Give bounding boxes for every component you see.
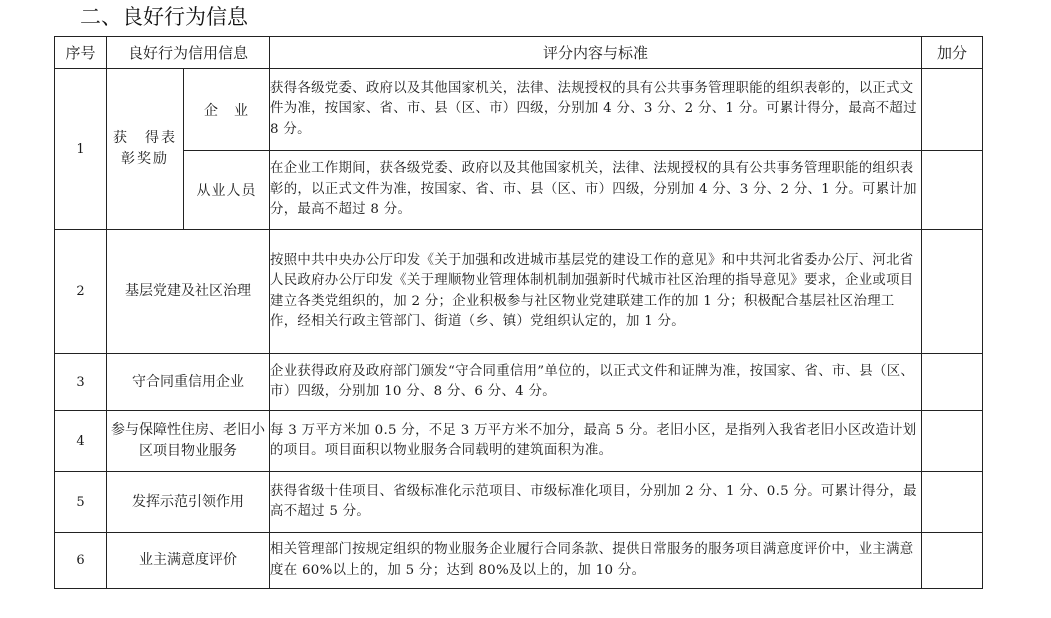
row-category: 基层党建及社区治理	[107, 230, 270, 354]
row-subcategory: 企 业	[184, 69, 270, 151]
row-number: 6	[55, 533, 107, 589]
header-criteria: 评分内容与标准	[270, 37, 922, 69]
table-row	[55, 69, 983, 151]
row-content: 企业获得政府及政府部门颁发“守合同重信用”单位的，以正式文件和证牌为准，按国家、省、市、县（区、市）四级，分别加 10 分、8 分、6 分、4 分。	[270, 354, 922, 411]
row-bonus-cell	[922, 69, 983, 151]
row-subcategory: 从业人员	[184, 151, 270, 230]
table-row	[55, 151, 983, 230]
row-bonus-cell	[922, 411, 983, 472]
row-number: 2	[55, 230, 107, 354]
row-bonus-cell	[922, 230, 983, 354]
row-bonus-cell	[922, 151, 983, 230]
table-row	[55, 411, 983, 472]
row-category: 业主满意度评价	[107, 533, 270, 589]
header-info: 良好行为信用信息	[107, 37, 270, 69]
header-number: 序号	[55, 37, 107, 69]
row-number: 4	[55, 411, 107, 472]
row-bonus-cell	[922, 533, 983, 589]
header-bonus: 加分	[922, 37, 983, 69]
row-category: 守合同重信用企业	[107, 354, 270, 411]
table-row	[55, 472, 983, 533]
table-header-row	[55, 37, 983, 69]
row-content: 在企业工作期间，获各级党委、政府以及其他国家机关，法律、法规授权的具有公共事务管理职能的组织表彰的，以正式文件为准，按国家、省、市、县（区、市）四级，分别加 4 分、3 分、2 分、1 分。可累计加分，最高不超过 8 分。	[270, 151, 922, 230]
row-bonus-cell	[922, 354, 983, 411]
row-content: 每 3 万平方米加 0.5 分，不足 3 万平方米不加分，最高 5 分。老旧小区，是指列入我省老旧小区改造计划的项目。项目面积以物业服务合同载明的建筑面积为准。	[270, 411, 922, 472]
credit-table	[54, 36, 983, 589]
row-content: 按照中共中央办公厅印发《关于加强和改进城市基层党的建设工作的意见》和中共河北省委办公厅、河北省人民政府办公厅印发《关于理顺物业管理体制机制加强新时代城市社区治理的指导意见》要求，企业或项目建立各类党组织的，加 2 分；企业积极参与社区物业党建联建工作的加 1 分；积极配合基层社区治理工作，经相关行政主管部门、街道（乡、镇）党组织认定的，加 1 分。	[270, 230, 922, 354]
row-category: 发挥示范引领作用	[107, 472, 270, 533]
row-bonus-cell	[922, 472, 983, 533]
row-category: 参与保障性住房、老旧小区项目物业服务	[107, 411, 270, 472]
table-row	[55, 354, 983, 411]
row-category: 获 得表彰奖励	[107, 69, 184, 230]
row-number: 3	[55, 354, 107, 411]
row-number: 5	[55, 472, 107, 533]
table-row	[55, 230, 983, 354]
table-row	[55, 533, 983, 589]
row-content: 获得省级十佳项目、省级标准化示范项目、市级标准化项目，分别加 2 分、1 分、0.5 分。可累计得分，最高不超过 5 分。	[270, 472, 922, 533]
row-number: 1	[55, 69, 107, 230]
section-heading: 二、良好行为信息	[80, 5, 248, 29]
row-content: 相关管理部门按规定组织的物业服务企业履行合同条款、提供日常服务的服务项目满意度评价中，业主满意度在 60%以上的，加 5 分；达到 80%及以上的，加 10 分。	[270, 533, 922, 589]
row-content: 获得各级党委、政府以及其他国家机关，法律、法规授权的具有公共事务管理职能的组织表彰的，以正式文件为准，按国家、省、市、县（区、市）四级，分别加 4 分、3 分、2 分、1 分。可累计得分，最高不超过 8 分。	[270, 69, 922, 151]
